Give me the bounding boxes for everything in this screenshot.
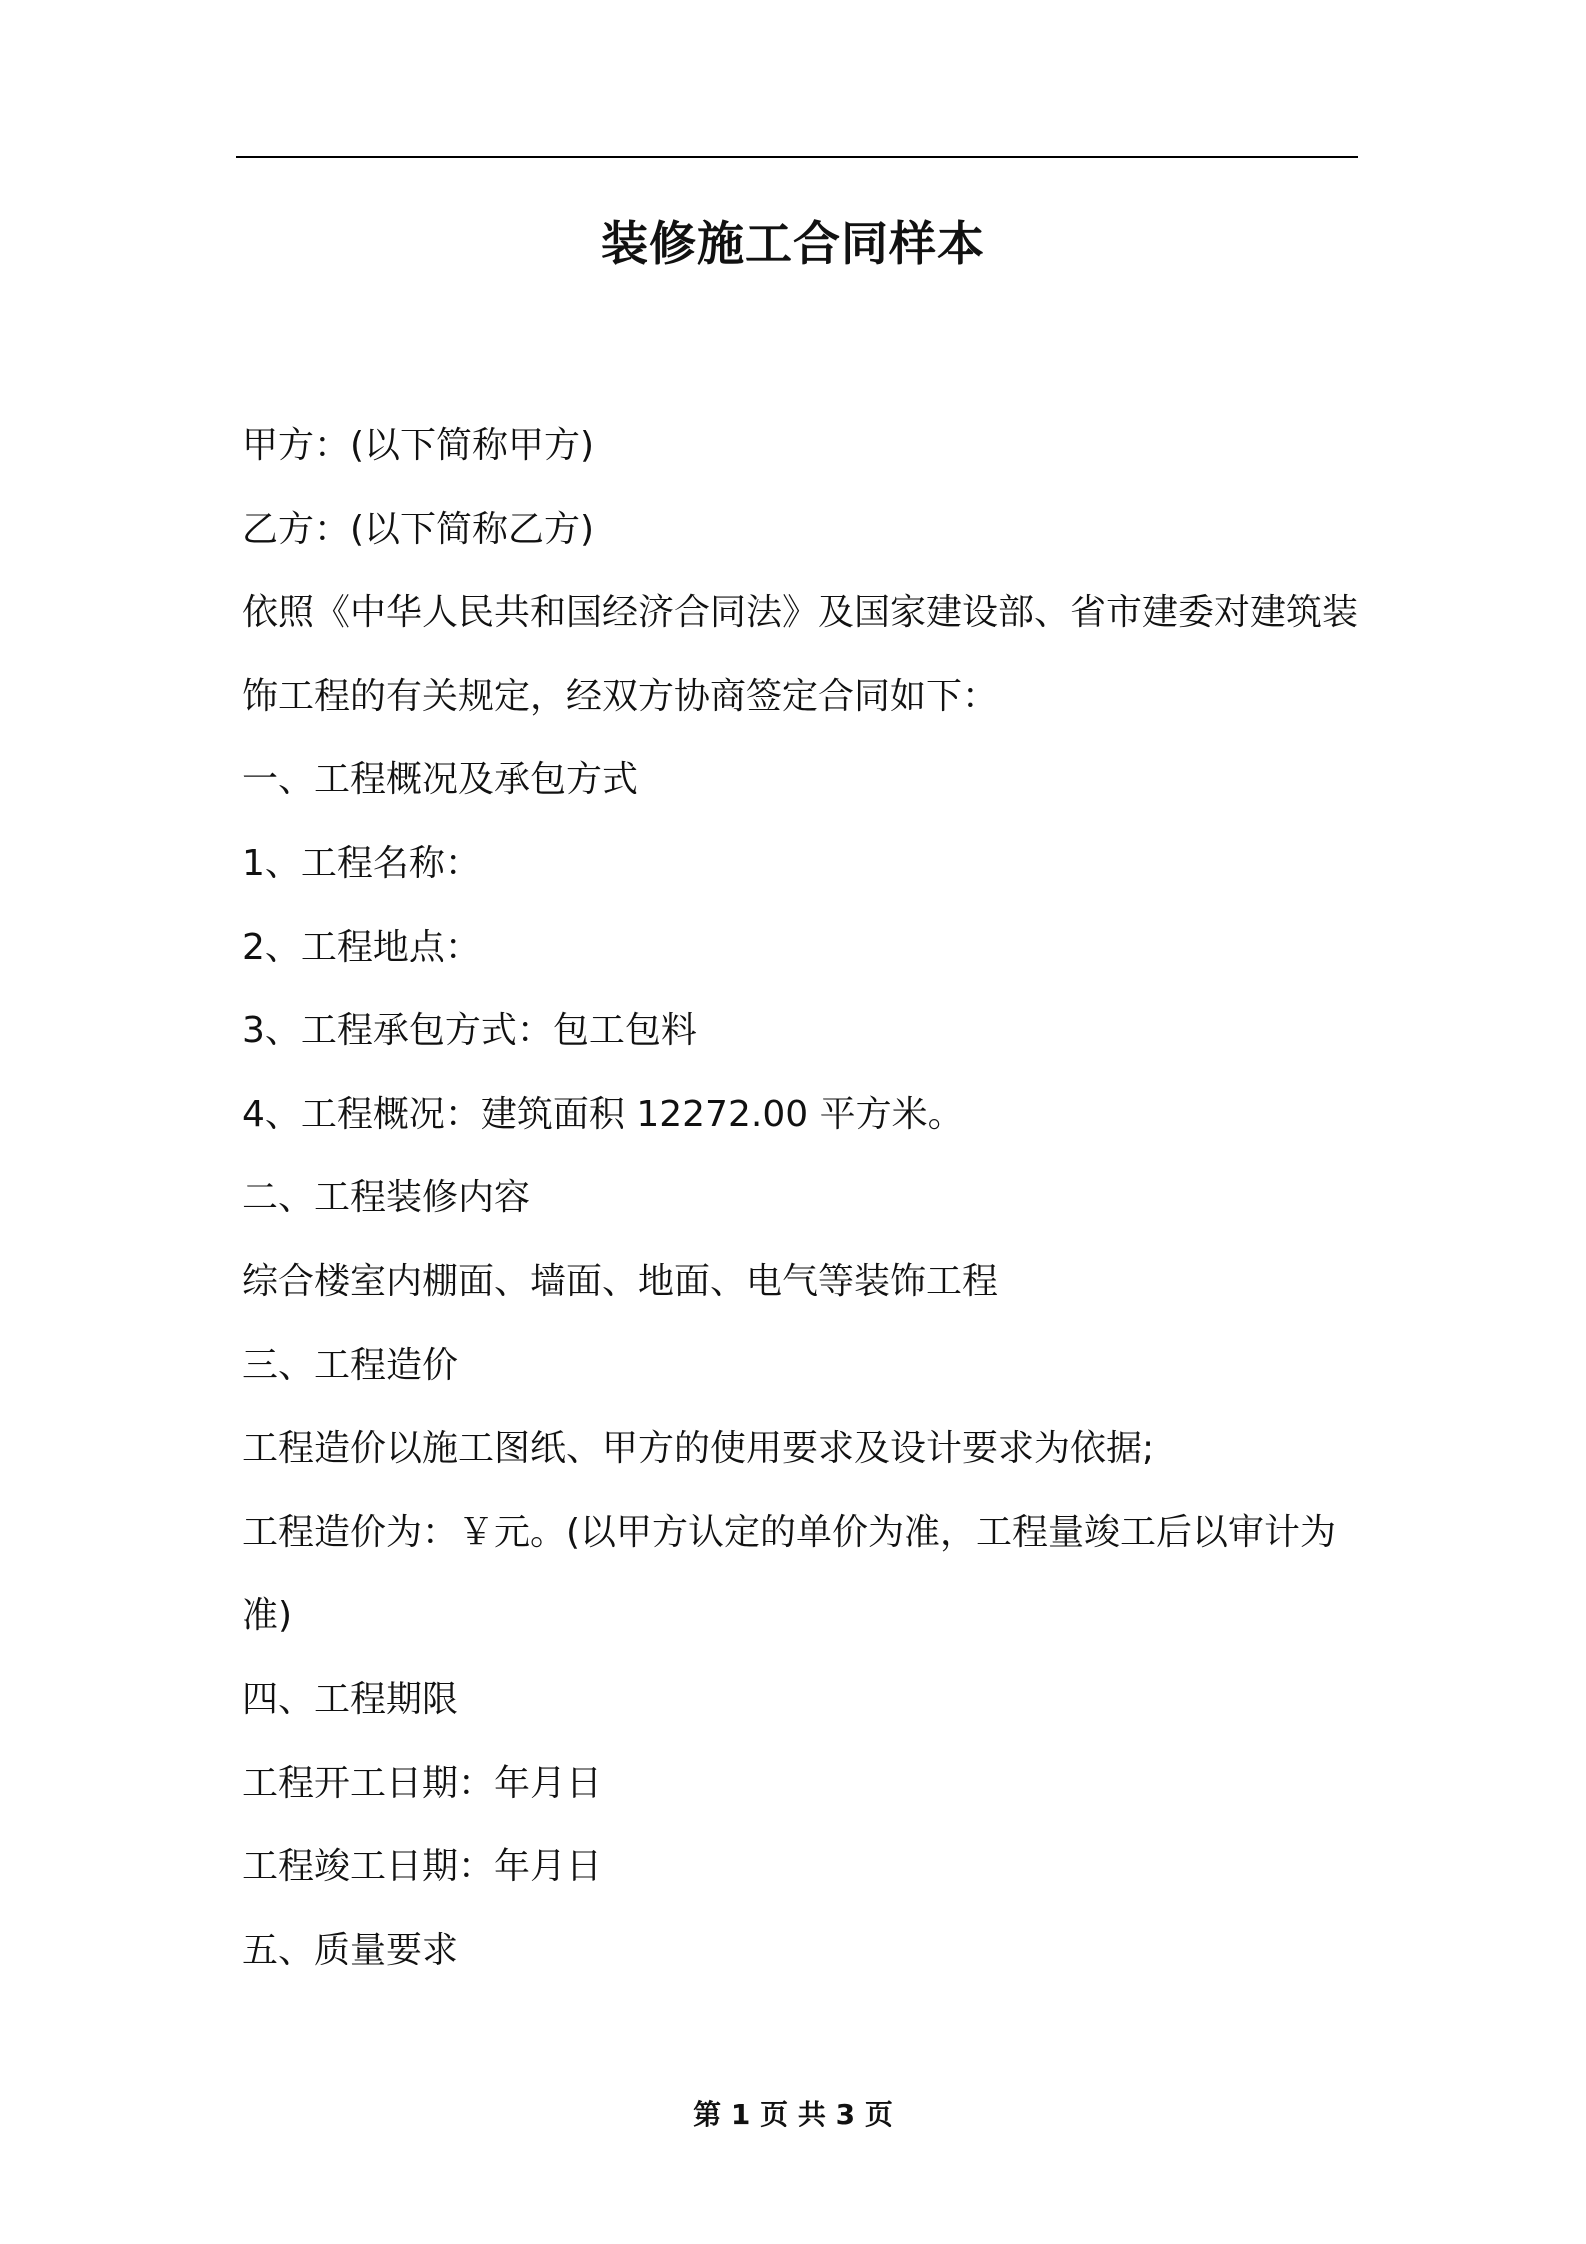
section-heading-2: 二、工程装修内容 <box>242 1177 531 1219</box>
party-a-line: 甲方：(以下简称甲方) <box>242 425 595 466</box>
section-heading-1: 一、工程概况及承包方式 <box>242 759 639 801</box>
party-b-line: 乙方：(以下简称乙方) <box>242 508 595 550</box>
cost-basis-line: 工程造价以施工图纸、甲方的使用要求及设计要求为依据; <box>242 1428 1155 1470</box>
project-location-line: 2、工程地点： <box>242 926 481 968</box>
start-date-line: 工程开工日期：年月日 <box>242 1762 603 1804</box>
section-heading-5: 五、质量要求 <box>242 1929 459 1971</box>
project-overview-line: 4、工程概况：建筑面积 12272.00 平方米。 <box>242 1093 964 1135</box>
section-heading-4: 四、工程期限 <box>242 1678 459 1720</box>
contract-mode-line: 3、工程承包方式：包工包料 <box>242 1010 697 1052</box>
project-name-line: 1、工程名称： <box>242 842 481 884</box>
page-number-footer: 第 1 页 共 3 页 <box>693 2098 893 2131</box>
section-heading-3: 三、工程造价 <box>242 1344 459 1386</box>
document-body <box>242 404 1362 1992</box>
preamble-paragraph: 依照《中华人民共和国经济合同法》及国家建设部、省市建委对建筑装饰工程的有关规定，经双方协商签定合同如下： <box>242 592 1359 717</box>
cost-amount-paragraph: 工程造价为：￥元。(以甲方认定的单价为准，工程量竣工后以审计为准) <box>242 1511 1337 1637</box>
header-rule <box>236 156 1358 158</box>
decoration-content-line: 综合楼室内棚面、墙面、地面、电气等装饰工程 <box>242 1260 999 1302</box>
document-title: 装修施工合同样本 <box>601 217 985 272</box>
completion-date-line: 工程竣工日期：年月日 <box>242 1846 603 1888</box>
